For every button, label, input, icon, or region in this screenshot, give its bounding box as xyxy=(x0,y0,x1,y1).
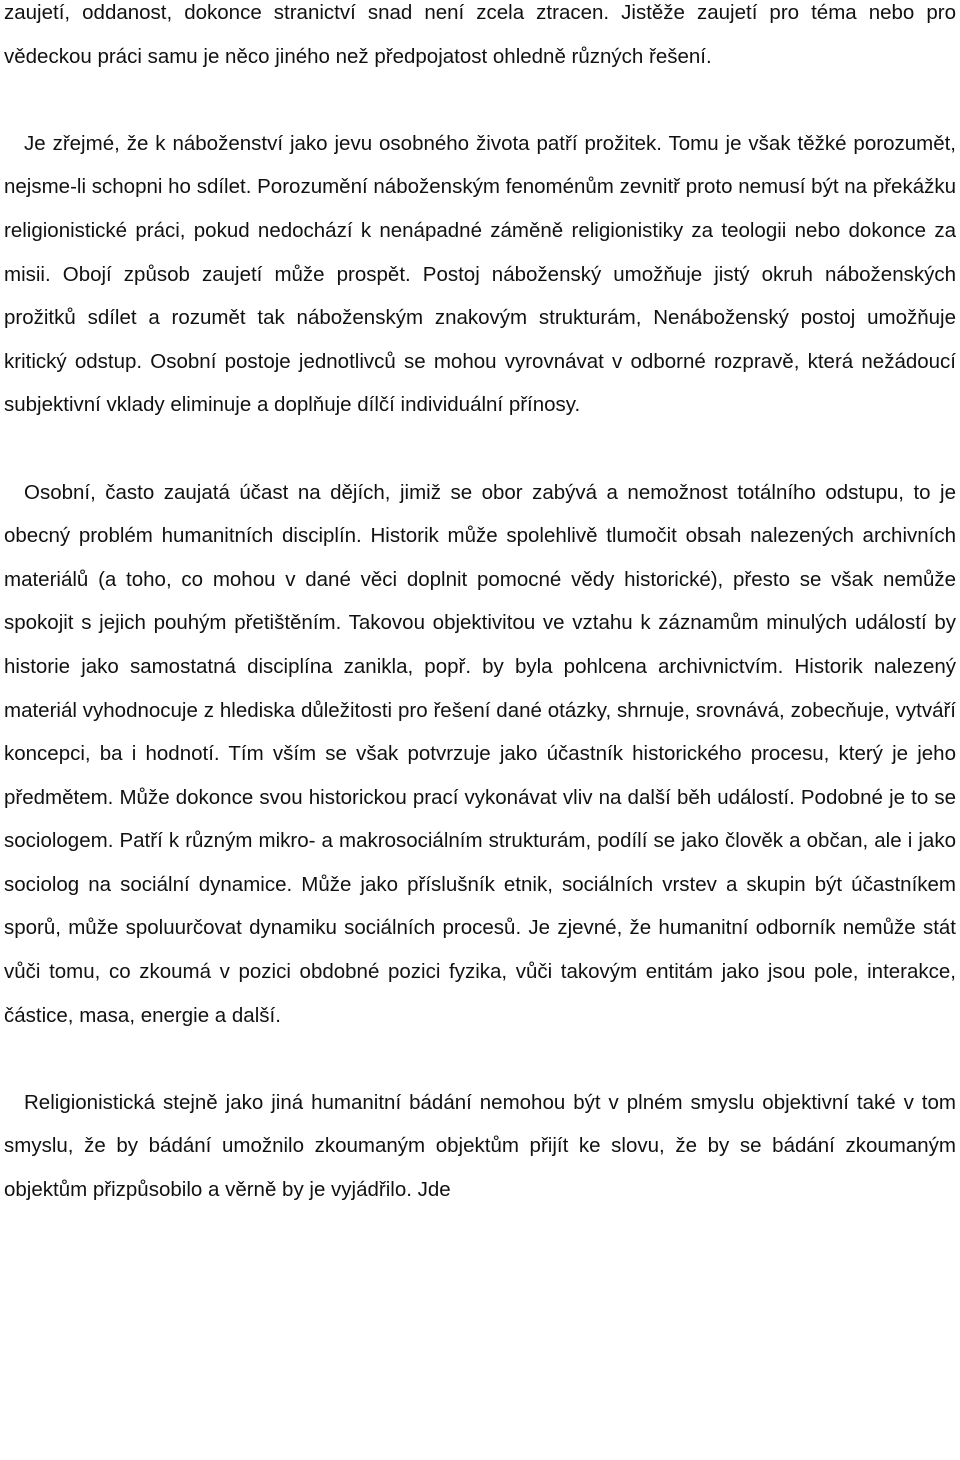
paragraph-2: Je zřejmé, že k náboženství jako jevu osobného života patří prožitek. Tomu je však těžké porozumět, nejsme-li schopni ho sdílet. Porozumění náboženským fenoménům zevnitř proto nemusí být na překážku religionistické práci, pokud nedochází k nenápadné záměně religionistiky za teologii nebo dokonce za misii. Obojí způsob zaujetí může prospět. Postoj náboženský umožňuje jistý okruh náboženských prožitků sdílet a rozumět tak náboženským znakovým strukturám, Nenáboženský postoj umožňuje kritický odstup. Osobní postoje jednotlivců se mohou vyrovnávat v odborné rozpravě, která nežádoucí subjektivní vklady eliminuje a doplňuje dílčí individuální přínosy. xyxy=(4,131,956,417)
paragraph-4: Religionistická stejně jako jiná humanitní bádání nemohou být v plném smyslu objektivní také v tom smyslu, že by bádání umožnilo zkoumaným objektům přijít ke slovu, že by se bádání zkoumaným objektům přizpůsobilo a věrně by je vyjádřilo. Jde xyxy=(4,1090,956,1202)
paragraph-spacer xyxy=(4,78,956,122)
paragraph-3: Osobní, často zaujatá účast na dějích, jimiž se obor zabývá a nemožnost totálního odstupu, to je obecný problém humanitních disciplín. Historik může spolehlivě tlumočit obsah nalezených archivních materiálů (a toho, co mohou v dané věci doplnit pomocné vědy historické), přesto se však nemůže spokojit s jejich pouhým přetištěním. Takovou objektivitou ve vztahu k záznamům minulých událostí by historie jako samostatná disciplína zanikla, popř. by byla pohlcena archivnictvím. Historik nalezený materiál vyhodnocuje z hlediska důležitosti pro řešení dané otázky, shrnuje, srovnává, zobecňuje, vytváří koncepci, ba i hodnotí. Tím vším se však potvrzuje jako účastník historického procesu, který je jeho předmětem. Může dokonce svou historickou prací vykonávat vliv na další běh událostí. Podobné je to se sociologem. Patří k různým mikro- a makrosociálním strukturám, podílí se jako člověk a občan, ale i jako sociolog na sociální dynamice. Může jako příslušník etnik, sociálních vrstev a skupin být účastníkem sporů, může spoluurčovat dynamiku sociálních procesů. Je zjevné, že humanitní odborník nemůže stát vůči tomu, co zkoumá v pozici obdobné pozici fyzika, vůči takovým entitám jako jsou pole, interakce, částice, masa, energie a další. xyxy=(4,480,956,1027)
paragraph-1: zaujetí, oddanost, dokonce stranictví snad není zcela ztracen. Jistěže zaujetí pro téma nebo pro vědeckou práci samu je něco jiného než předpojatost ohledně různých řešení. xyxy=(4,1,956,68)
document-page xyxy=(4,0,956,1212)
paragraph-spacer xyxy=(4,1037,956,1081)
paragraph-spacer xyxy=(4,427,956,471)
